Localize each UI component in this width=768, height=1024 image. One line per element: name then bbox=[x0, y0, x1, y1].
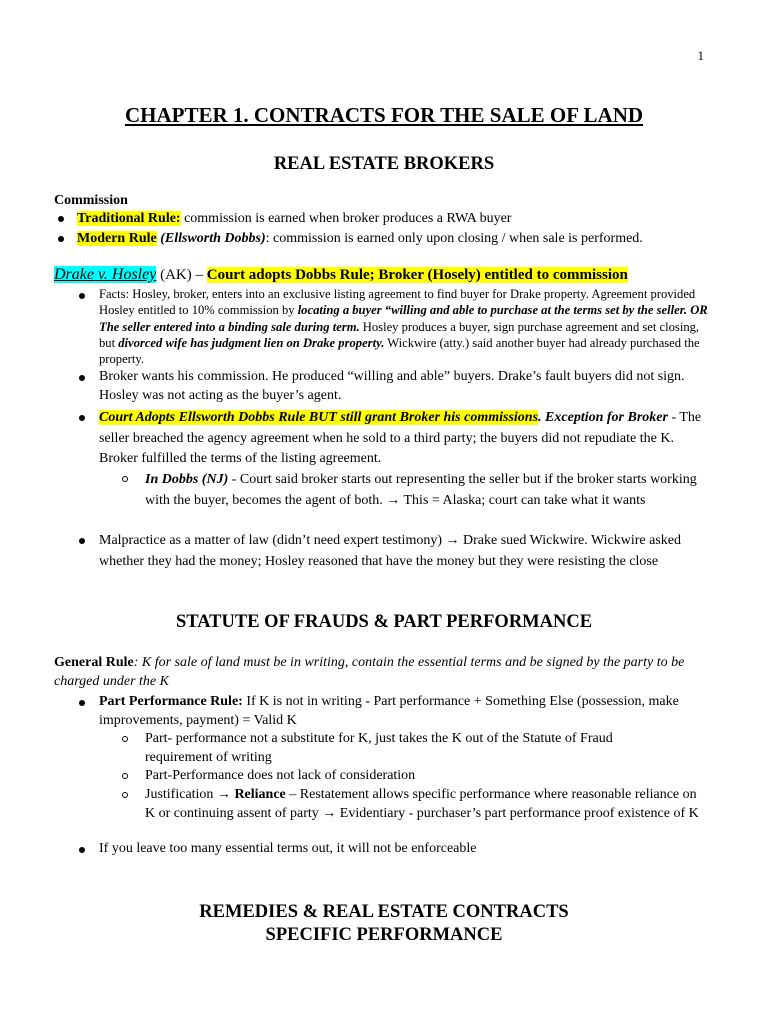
case-bullet-dobbs-rule: Court Adopts Ellsworth Dobbs Rule BUT still grant Broker his commissions. Exception for Broker - The seller breached the agency agreement when he sold to a third party; the buyers did not repudiate the K. Broker fulfilled the terms of the listing agreement. bbox=[99, 410, 702, 466]
sub-bullet-icon bbox=[122, 773, 128, 779]
case-bullet-malpractice: Malpractice as a matter of law (didn’t need expert testimony) → Drake sued Wickwire. Wickwire asked whether they had the money; Hosley reasoned that have the money but they were resisting the close bbox=[99, 533, 681, 569]
sub-bullet-icon bbox=[122, 476, 128, 482]
chapter-title: CHAPTER 1. CONTRACTS FOR THE SALE OF LAND bbox=[124, 103, 644, 127]
sub-bullet-justification: Justification → Reliance – Restatement allows specific performance where reasonable reliance on K or continuing assent of party → Evidentiary - purchaser’s part performance proof existence of K bbox=[145, 787, 699, 821]
sub-bullet-icon bbox=[122, 792, 128, 798]
page-number: 1 bbox=[697, 48, 704, 63]
sub-bullet-icon bbox=[122, 736, 128, 742]
bullet-icon bbox=[79, 375, 85, 381]
dobbs-rule-highlight: Court Adopts Ellsworth Dobbs Rule BUT still grant Broker his commissions bbox=[99, 410, 539, 425]
case-bullet-broker-commission: Broker wants his commission. He produced “willing and able” buyers. Drake’s fault buyers did not sign. Hosley was not acting as the buyer’s agent. bbox=[99, 369, 685, 403]
bullet-icon bbox=[79, 538, 85, 544]
traditional-rule-label: Traditional Rule: bbox=[77, 211, 181, 226]
bullet-icon bbox=[58, 236, 64, 242]
sub-bullet-consideration: Part-Performance does not lack of consideration bbox=[145, 768, 416, 783]
general-rule: General Rule: K for sale of land must be in writing, contain the essential terms and be signed by the party to be charged under the K bbox=[54, 655, 685, 689]
bullet-icon bbox=[79, 700, 85, 706]
bullet-icon bbox=[79, 415, 85, 421]
commission-subhead: Commission bbox=[54, 193, 128, 208]
sub-bullet-not-substitute: Part- performance not a substitute for K, just takes the K out of the Statute of Fraud requirement of writing bbox=[145, 731, 613, 765]
bullet-traditional-rule: Traditional Rule: commission is earned when broker produces a RWA buyer bbox=[77, 211, 512, 226]
bullet-essential-terms: If you leave too many essential terms out, it will not be enforceable bbox=[99, 841, 477, 856]
case-holding: Court adopts Dobbs Rule; Broker (Hosely) entitled to commission bbox=[206, 267, 628, 283]
case-facts: Facts: Hosley, broker, enters into an exclusive listing agreement to find buyer for Drake property. Agreement provided Hosley entitled to 10% commission by locating a buyer “willing and able to purchase at the terms set by the seller. OR The seller entered into a binding sale during term. Hosley produces a buyer, sign purchase agreement and set closing, but divorced wife has judgment lien on Drake property. Wickwire (atty.) said another buyer had already purchased the property. bbox=[99, 287, 708, 367]
section-title-statute-of-frauds: STATUTE OF FRAUDS & PART PERFORMANCE bbox=[175, 612, 593, 632]
bullet-modern-rule: Modern Rule (Ellsworth Dobbs): commission is earned only upon closing / when sale is performed. bbox=[77, 231, 643, 246]
bullet-icon bbox=[79, 847, 85, 853]
bullet-icon bbox=[79, 293, 85, 299]
modern-rule-label: Modern Rule bbox=[77, 231, 157, 246]
sub-bullet-in-dobbs: In Dobbs (NJ) - Court said broker starts out representing the seller but if the broker starts working with the buyer, becomes the agent of both. → This = Alaska; court can take what it wants bbox=[145, 472, 697, 508]
case-name: Drake v. Hosley bbox=[54, 266, 157, 283]
section-title-remedies: REMEDIES & REAL ESTATE CONTRACTS SPECIFIC PERFORMANCE bbox=[199, 902, 569, 945]
section-title-brokers: REAL ESTATE BROKERS bbox=[273, 154, 495, 174]
part-performance-rule: Part Performance Rule: If K is not in writing - Part performance + Something Else (possession, make improvements, payment) = Valid K bbox=[99, 694, 679, 728]
bullet-icon bbox=[58, 216, 64, 222]
case-heading: Drake v. Hosley (AK) – Court adopts Dobbs Rule; Broker (Hosely) entitled to commission bbox=[54, 266, 628, 283]
